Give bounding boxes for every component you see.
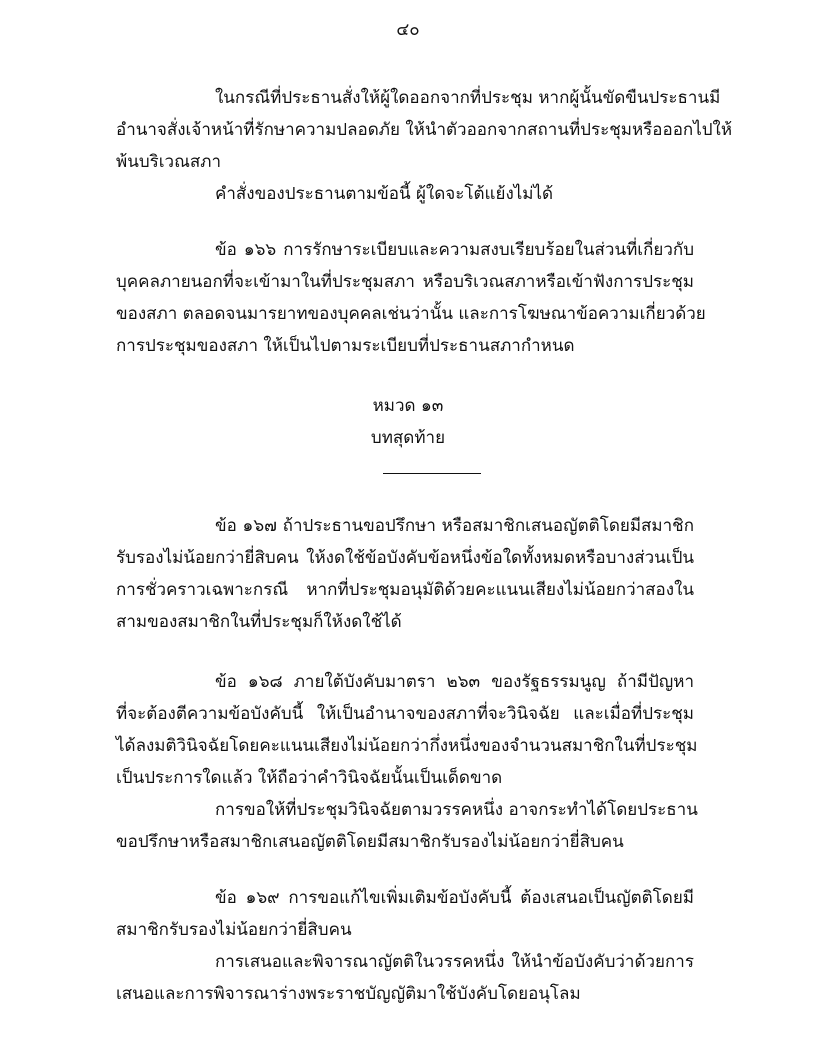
text-line: สามของสมาชิกในที่ประชุมก็ให้งดใช้ได้	[116, 612, 402, 632]
text-line: อำนาจสั่งเจ้าหน้าที่รักษาความปลอดภัย ให้นำตัวออกจากสถานที่ประชุมหรือออกไปให้	[116, 120, 733, 140]
text-line: สมาชิกรับรองไม่น้อยกว่ายี่สิบคน	[116, 920, 352, 940]
text-line: รับรองไม่น้อยกว่ายี่สิบคน ให้งดใช้ข้อบังคับข้อหนึ่งข้อใดทั้งหมดหรือบางส่วนเป็น	[116, 548, 694, 568]
text-line: ข้อ ๑๖๘ ภายใต้บังคับมาตรา ๒๖๓ ของรัฐธรรมนูญ ถ้ามีปัญหา	[215, 672, 694, 692]
text-line: การขอให้ที่ประชุมวินิจฉัยตามวรรคหนึ่ง อาจกระทำได้โดยประธาน	[215, 800, 698, 820]
chapter-title: บทสุดท้าย	[370, 428, 446, 448]
heading-underline	[383, 473, 481, 474]
text-line: ที่จะต้องตีความข้อบังคับนี้ ให้เป็นอำนาจของสภาที่จะวินิจฉัย และเมื่อที่ประชุม	[116, 704, 694, 724]
text-line: บุคคลภายนอกที่จะเข้ามาในที่ประชุมสภา หรือบริเวณสภาหรือเข้าฟังการประชุม	[116, 272, 694, 292]
text-line: การเสนอและพิจารณาญัตติในวรรคหนึ่ง ให้นำข้อบังคับว่าด้วยการ	[215, 952, 694, 972]
text-line: เป็นประการใดแล้ว ให้ถือว่าคำวินิจฉัยนั้นเป็นเด็ดขาด	[116, 768, 503, 788]
text-line: ในกรณีที่ประธานสั่งให้ผู้ใดออกจากที่ประชุม หากผู้นั้นขัดขืนประธานมี	[215, 88, 721, 108]
text-line: ข้อ ๑๖๖ การรักษาระเบียบและความสงบเรียบร้อยในส่วนที่เกี่ยวกับ	[215, 240, 694, 260]
text-line: ขอปรึกษาหรือสมาชิกเสนอญัตติโดยมีสมาชิกรับรองไม่น้อยกว่ายี่สิบคน	[116, 832, 624, 852]
text-line: การชั่วคราวเฉพาะกรณี หากที่ประชุมอนุมัติด้วยคะแนนเสียงไม่น้อยกว่าสองใน	[116, 580, 694, 600]
text-line: คำสั่งของประธานตามข้อนี้ ผู้ใดจะโต้แย้งไม่ได้	[215, 184, 554, 204]
text-line: ข้อ ๑๖๙ การขอแก้ไขเพิ่มเติมข้อบังคับนี้ ต้องเสนอเป็นญัตติโดยมี	[215, 888, 694, 908]
chapter-number: หมวด ๑๓	[372, 396, 444, 416]
text-line: เสนอและการพิจารณาร่างพระราชบัญญัติมาใช้บังคับโดยอนุโลม	[116, 984, 581, 1004]
page-number: ๔๐	[396, 20, 420, 40]
text-line: พ้นบริเวณสภา	[116, 152, 222, 172]
text-line: การประชุมของสภา ให้เป็นไปตามระเบียบที่ประธานสภากำหนด	[116, 336, 575, 356]
text-line: ข้อ ๑๖๗ ถ้าประธานขอปรึกษา หรือสมาชิกเสนอญัตติโดยมีสมาชิก	[215, 516, 694, 536]
text-line: ได้ลงมติวินิจฉัยโดยคะแนนเสียงไม่น้อยกว่ากึ่งหนึ่งของจำนวนสมาชิกในที่ประชุม	[116, 736, 698, 756]
text-line: ของสภา ตลอดจนมารยาทของบุคคลเช่นว่านั้น และการโฆษณาข้อความเกี่ยวด้วย	[116, 304, 706, 324]
